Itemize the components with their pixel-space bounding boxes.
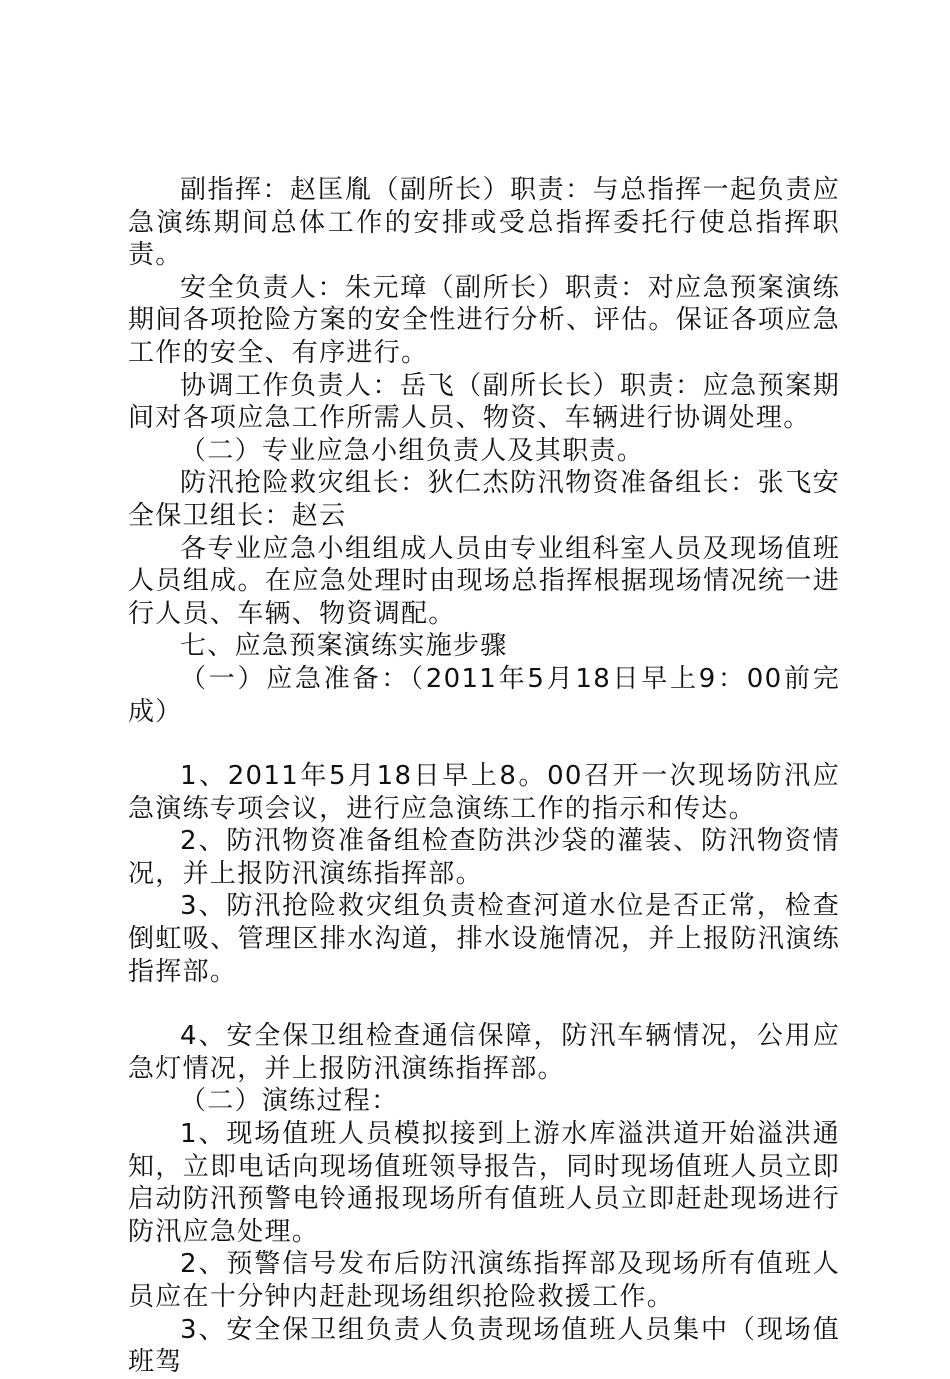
paragraph-process-step-1: 1、现场值班人员模拟接到上游水库溢洪道开始溢洪通知，立即电话向现场值班领导报告，同时现场值班人员立即启动防汛预警电铃通报现场所有值班人员立即赶赴现场进行防汛应急处理。 [128,1119,840,1247]
subheading-team-leaders: （二）专业应急小组负责人及其职责。 [180,435,645,466]
document-body [128,174,840,1379]
paragraph-team-composition: 各专业应急小组组成人员由专业组科室人员及现场值班人员组成。在应急处理时由现场总指挥根据现场情况统一进行人员、车辆、物资调配。 [128,533,840,629]
paragraph-prep-step-4: 4、安全保卫组检查通信保障，防汛车辆情况，公用应急灯情况，并上报防汛演练指挥部。 [128,1021,840,1084]
blank-line [128,988,840,1020]
paragraph-deputy-commander: 副指挥：赵匡胤（副所长）职责：与总指挥一起负责应急演练期间总体工作的安排或受总指挥委托行使总指挥职责。 [128,175,840,271]
paragraph-prep-step-3: 3、防汛抢险救灾组负责检查河道水位是否正常，检查倒虹吸、管理区排水沟道，排水设施情况，并上报防汛演练指挥部。 [128,891,840,987]
paragraph-coordination-lead: 协调工作负责人：岳飞（副所长长）职责：应急预案期间对各项应急工作所需人员、物资、车辆进行协调处理。 [128,370,840,434]
paragraph-process-step-2: 2、预警信号发布后防汛演练指挥部及现场所有值班人员应在十分钟内赶赴现场组织抢险救援工作。 [128,1249,840,1312]
paragraph-process-step-3: 3、安全保卫组负责人负责现场值班人员集中（现场值班驾 [128,1314,840,1378]
section-heading-drill-steps: 七、应急预案演练实施步骤 [180,631,508,662]
paragraph-safety-lead: 安全负责人：朱元璋（副所长）职责：对应急预案演练期间各项抢险方案的安全性进行分析、评估。保证各项应急工作的安全、有序进行。 [128,272,840,368]
subheading-emergency-prep: （一）应急准备：（2011年5月18日早上9：00前完成） [128,663,840,727]
paragraph-team-leaders-list: 防汛抢险救灾组长：狄仁杰防汛物资准备组长：张飞安全保卫组长：赵云 [128,468,840,531]
blank-line [128,728,840,760]
paragraph-prep-step-2: 2、防汛物资准备组检查防洪沙袋的灌装、防汛物资情况，并上报防汛演练指挥部。 [128,826,840,889]
paragraph-prep-step-1: 1、2011年5月18日早上8。00召开一次现场防汛应急演练专项会议，进行应急演练工作的指示和传达。 [128,761,840,824]
subheading-drill-process: （二）演练过程： [180,1086,399,1117]
